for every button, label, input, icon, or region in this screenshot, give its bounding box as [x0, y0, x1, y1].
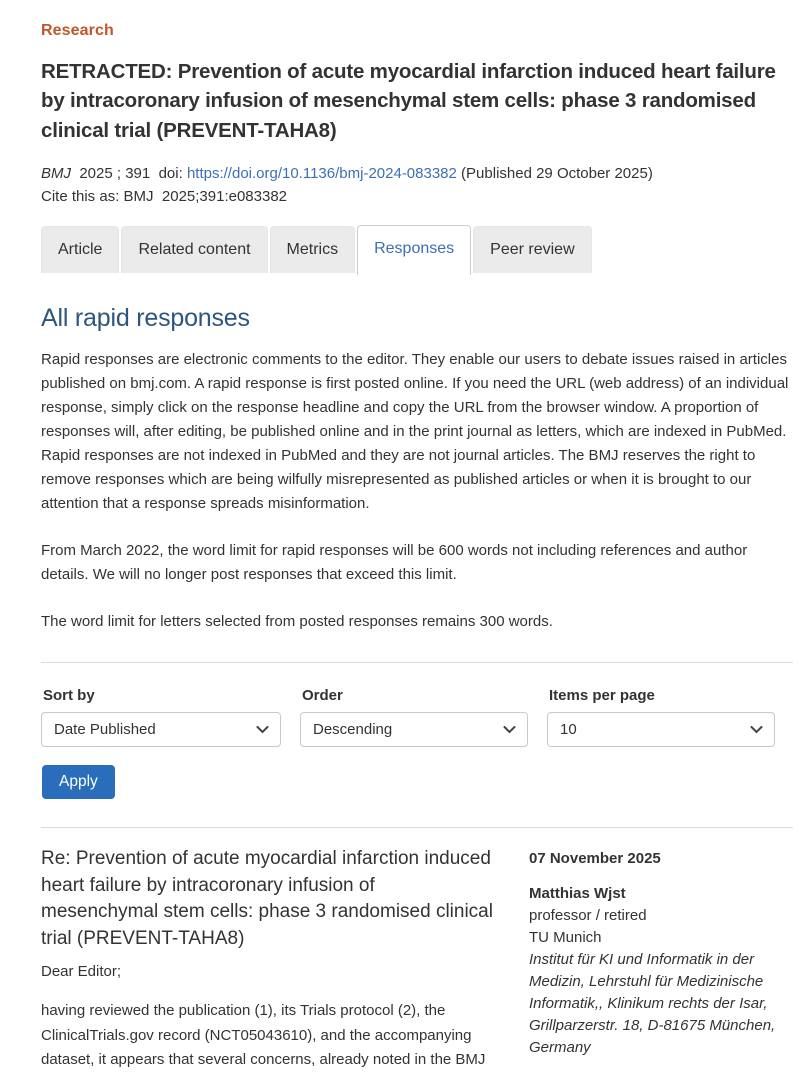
- tab-bar: [41, 225, 793, 273]
- items-per-page-select[interactable]: [547, 712, 775, 747]
- intro-paragraph: The word limit for letters selected from posted responses remains 300 words.: [41, 613, 553, 631]
- response-headline[interactable]: Re: Prevention of acute myocardial infarction induced heart failure by intracoronary infusion of mesenchymal stem cells: phase 3 randomised clinical trial (PREVENT-TAHA8): [41, 848, 493, 949]
- sort-by-select-wrap: [41, 712, 281, 747]
- tab-related-content[interactable]: Related content: [121, 226, 267, 273]
- response-body: having reviewed the publication (1), its Trials protocol (2), the ClinicalTrials.gov record (NCT05043610), and the accompanying dataset, it appears that several concerns, already noted in the BMJ: [41, 1002, 486, 1069]
- intro-paragraph: From March 2022, the word limit for rapid responses will be 600 words not including references and author details. We will no longer post responses that exceed this limit.: [41, 542, 748, 584]
- response-date: 07 November 2025: [529, 850, 661, 868]
- tab-peer-review[interactable]: Peer review: [473, 226, 591, 273]
- responses-intro: [41, 348, 793, 634]
- cite-as-label: Cite this as:: [41, 188, 120, 206]
- order-label: Order: [302, 687, 343, 705]
- intro-paragraph: Rapid responses are electronic comments to the editor. They enable our users to debate issues raised in articles published on bmj.com. A rapid response is first posted online. If you need the URL (web address) of an individual response, simply click on the response headline and copy the URL from the browser window. A proportion of responses will, after editing, be published online and in the print journal as letters, which are indexed in PubMed. Rapid responses are not indexed in PubMed and they are not journal articles. The BMJ reserves the right to remove responses which are being wilfully misrepresented as published articles or when it is brought to our attention that a response spreads misinformation.: [41, 351, 789, 513]
- order-group: [300, 687, 528, 747]
- response-item: [41, 846, 793, 1073]
- response-salutation: Dear Editor;: [41, 963, 122, 981]
- apply-button[interactable]: Apply: [42, 765, 115, 799]
- section-kicker: Research: [41, 22, 114, 39]
- tab-responses[interactable]: Responses: [357, 225, 471, 275]
- cite-as-line: [41, 185, 793, 208]
- cite-as-journal: BMJ: [123, 188, 154, 206]
- sort-by-group: [41, 687, 281, 747]
- sort-by-label: Sort by: [43, 687, 95, 705]
- response-divider: [41, 827, 793, 828]
- order-select[interactable]: [300, 712, 528, 747]
- tab-article[interactable]: Article: [41, 226, 119, 273]
- sort-by-select[interactable]: [41, 712, 281, 747]
- filters-divider: [41, 662, 793, 663]
- citation-line: [41, 162, 793, 185]
- journal-name: BMJ: [41, 164, 71, 182]
- response-meta: [529, 846, 793, 1073]
- items-per-page-group: [547, 687, 775, 747]
- response-main: [41, 846, 493, 1073]
- citation-volume: 2025 ; 391: [79, 164, 151, 182]
- published-date: (Published 29 October 2025): [461, 164, 653, 182]
- author-affiliation: TU Munich: [529, 929, 602, 947]
- responses-heading: All rapid responses: [41, 304, 250, 333]
- article-title: RETRACTED: Prevention of acute myocardial infarction induced heart failure by intracoronary infusion of mesenchymal stem cells: phase 3 randomised clinical trial (PREVENT-TAHA8): [41, 60, 776, 142]
- order-select-wrap: [300, 712, 528, 747]
- tab-metrics[interactable]: Metrics: [270, 226, 356, 273]
- author-role: professor / retired: [529, 907, 647, 925]
- cite-as-value: 2025;391:e083382: [161, 188, 288, 206]
- doi-link[interactable]: https://doi.org/10.1136/bmj-2024-083382: [186, 164, 457, 182]
- doi-label: doi:: [158, 164, 183, 182]
- filter-row: [41, 687, 793, 747]
- items-per-page-label: Items per page: [549, 687, 655, 705]
- items-per-page-select-wrap: [547, 712, 775, 747]
- author-name: Matthias Wjst: [529, 885, 626, 903]
- author-address: Institut für KI und Informatik in der Medizin, Lehrstuhl für Medizinische Informatik,, Klinikum rechts der Isar, Grillparzerstr. 18, D-81675 München, Germany: [529, 951, 776, 1057]
